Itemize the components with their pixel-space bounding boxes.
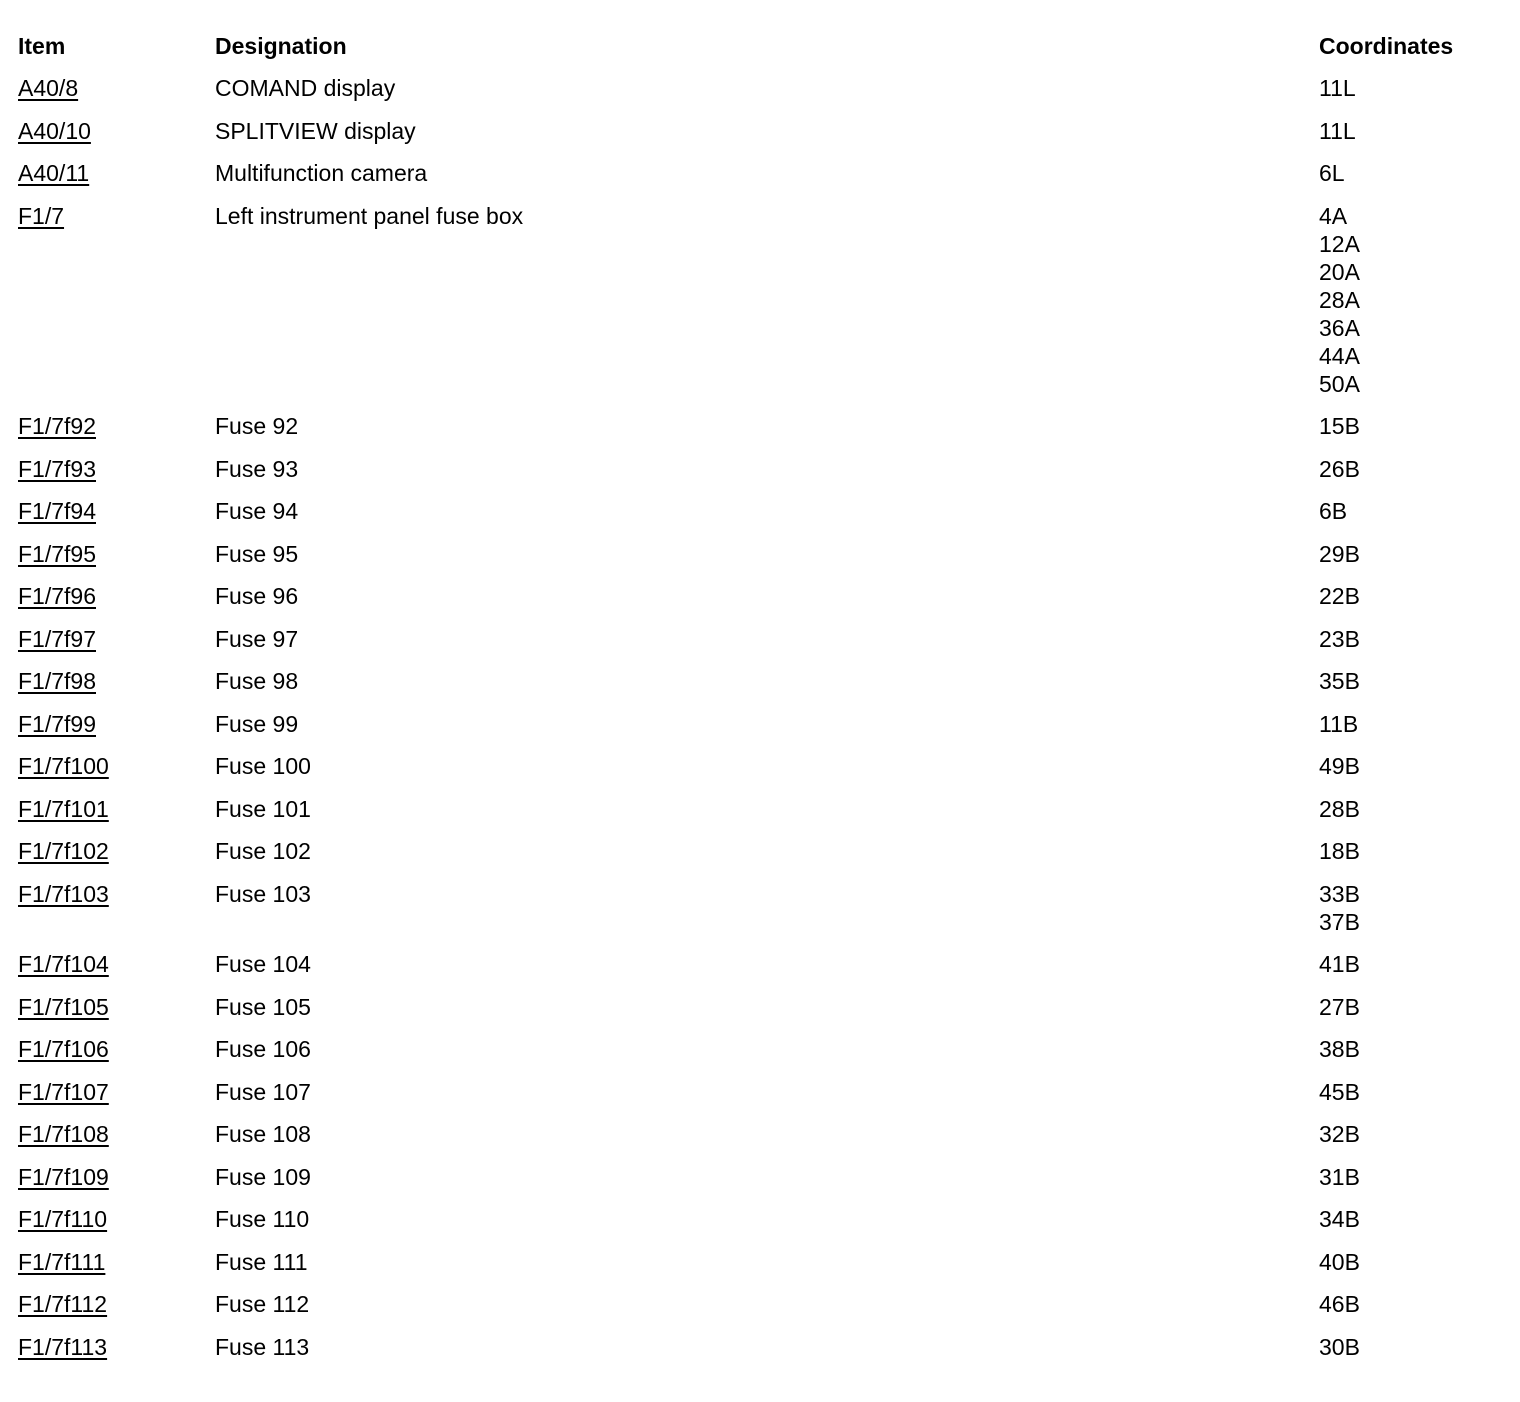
- table-row: [18, 1290, 1508, 1333]
- designation-cell: COMAND display: [215, 75, 396, 101]
- coordinates-cell: [1319, 1120, 1508, 1163]
- coordinates-cell: [1319, 117, 1508, 160]
- column-header-item: Item: [18, 33, 66, 59]
- coordinate-value: 38B: [1319, 1036, 1360, 1062]
- item-link[interactable]: F1/7f96: [18, 583, 96, 609]
- coordinate-value: 4A: [1319, 202, 1348, 229]
- coordinate-value: 28B: [1319, 795, 1360, 822]
- item-cell: [18, 1035, 215, 1078]
- coordinates-cell: [1319, 1248, 1508, 1291]
- item-cell: [18, 1333, 215, 1376]
- coordinate-value: 37B: [1319, 908, 1360, 935]
- item-link[interactable]: F1/7f94: [18, 498, 96, 524]
- table-row: [18, 950, 1508, 993]
- table-row: [18, 497, 1508, 540]
- table-row: [18, 540, 1508, 583]
- coordinates-cell: [1319, 710, 1508, 753]
- designation-cell: Fuse 93: [215, 455, 299, 482]
- table-row: [18, 455, 1508, 498]
- coordinate-value: 23B: [1319, 625, 1360, 652]
- column-header-designation: Designation: [215, 33, 347, 59]
- coordinates-cell: [1319, 455, 1508, 498]
- table-row: [18, 880, 1508, 951]
- coordinate-value: 36A: [1319, 314, 1360, 341]
- item-link[interactable]: F1/7f109: [18, 1163, 109, 1190]
- coordinates-cell: [1319, 880, 1508, 951]
- item-link[interactable]: F1/7f93: [18, 455, 96, 482]
- coordinate-value: 50A: [1319, 370, 1360, 397]
- item-link[interactable]: A40/10: [18, 117, 91, 144]
- coordinate-value: 49B: [1319, 753, 1360, 779]
- table-row: [18, 1120, 1508, 1163]
- item-link[interactable]: F1/7f108: [18, 1121, 109, 1147]
- item-link[interactable]: F1/7f92: [18, 413, 96, 439]
- item-cell: [18, 412, 215, 455]
- item-link[interactable]: F1/7f105: [18, 993, 109, 1020]
- coordinate-value: 30B: [1319, 1333, 1360, 1360]
- table-row: [18, 1333, 1508, 1376]
- table-row: [18, 582, 1508, 625]
- coordinate-value: 15B: [1319, 413, 1360, 439]
- coordinate-value: 40B: [1319, 1248, 1360, 1275]
- item-cell: [18, 625, 215, 668]
- table-row: [18, 74, 1508, 117]
- item-cell: [18, 752, 215, 795]
- item-cell: [18, 540, 215, 583]
- item-link[interactable]: F1/7f97: [18, 625, 96, 652]
- item-link[interactable]: F1/7: [18, 202, 65, 229]
- item-link[interactable]: F1/7f107: [18, 1078, 109, 1105]
- item-cell: [18, 74, 215, 117]
- table-row: [18, 667, 1508, 710]
- table-row: [18, 1248, 1508, 1291]
- coordinates-cell: [1319, 202, 1508, 413]
- coordinate-value: 20A: [1319, 258, 1360, 285]
- table-row: [18, 117, 1508, 160]
- item-cell: [18, 1248, 215, 1291]
- designation-cell: Fuse 112: [215, 1291, 310, 1317]
- item-link[interactable]: F1/7f102: [18, 838, 109, 864]
- designation-cell: Fuse 104: [215, 951, 311, 977]
- designation-cell: Fuse 100: [215, 753, 311, 779]
- item-link[interactable]: F1/7f95: [18, 540, 96, 567]
- coordinate-value: 18B: [1319, 838, 1360, 864]
- table-row: [18, 837, 1508, 880]
- table-row: [18, 625, 1508, 668]
- column-header-coordinates: Coordinates: [1319, 33, 1454, 59]
- coordinates-cell: [1319, 1163, 1508, 1206]
- item-cell: [18, 667, 215, 710]
- coordinate-value: 31B: [1319, 1163, 1360, 1190]
- table-row: [18, 1035, 1508, 1078]
- coordinates-cell: [1319, 625, 1508, 668]
- coordinates-cell: [1319, 1035, 1508, 1078]
- item-link[interactable]: F1/7f112: [18, 1291, 108, 1317]
- coordinates-cell: [1319, 950, 1508, 993]
- designation-cell: Multifunction camera: [215, 160, 428, 186]
- designation-cell: Fuse 95: [215, 540, 299, 567]
- coordinate-value: 12A: [1319, 230, 1360, 257]
- item-link[interactable]: F1/7f104: [18, 951, 109, 977]
- header-row: [18, 32, 1508, 74]
- coordinate-value: 34B: [1319, 1206, 1360, 1232]
- coordinate-value: 46B: [1319, 1291, 1360, 1317]
- designation-cell: Fuse 99: [215, 710, 299, 737]
- item-cell: [18, 455, 215, 498]
- item-link[interactable]: F1/7f111: [18, 1248, 106, 1275]
- table-row: [18, 412, 1508, 455]
- coordinate-value: 11L: [1319, 117, 1356, 144]
- item-cell: [18, 950, 215, 993]
- coordinates-cell: [1319, 1078, 1508, 1121]
- item-cell: [18, 1078, 215, 1121]
- item-link[interactable]: F1/7f100: [18, 753, 109, 779]
- designation-cell: Fuse 96: [215, 583, 299, 609]
- designation-cell: Fuse 113: [215, 1333, 310, 1360]
- coordinate-value: 6L: [1319, 160, 1345, 186]
- designation-cell: Fuse 108: [215, 1121, 311, 1147]
- coordinate-value: 45B: [1319, 1078, 1360, 1105]
- item-cell: [18, 1120, 215, 1163]
- item-cell: [18, 497, 215, 540]
- table-row: [18, 202, 1508, 413]
- item-link[interactable]: F1/7f113: [18, 1333, 108, 1360]
- table-row: [18, 1205, 1508, 1248]
- designation-cell: Fuse 94: [215, 498, 299, 524]
- item-cell: [18, 1290, 215, 1333]
- item-cell: [18, 159, 215, 202]
- designation-cell: Fuse 107: [215, 1078, 311, 1105]
- item-link[interactable]: F1/7f101: [18, 795, 109, 822]
- item-cell: [18, 1163, 215, 1206]
- designation-cell: Fuse 106: [215, 1036, 311, 1062]
- table-row: [18, 795, 1508, 838]
- table-row: [18, 993, 1508, 1036]
- item-link[interactable]: F1/7f110: [18, 1206, 108, 1232]
- coordinate-value: 11B: [1319, 710, 1359, 737]
- item-link[interactable]: F1/7f103: [18, 880, 109, 907]
- coordinates-cell: [1319, 837, 1508, 880]
- item-cell: [18, 993, 215, 1036]
- table-body: [18, 74, 1508, 1375]
- item-cell: [18, 1205, 215, 1248]
- coordinates-cell: [1319, 752, 1508, 795]
- coordinate-value: 22B: [1319, 583, 1360, 609]
- coordinate-value: 26B: [1319, 455, 1360, 482]
- table-row: [18, 1163, 1508, 1206]
- coordinates-cell: [1319, 1205, 1508, 1248]
- coordinates-cell: [1319, 412, 1508, 455]
- coordinates-cell: [1319, 159, 1508, 202]
- coordinates-cell: [1319, 667, 1508, 710]
- designation-cell: Fuse 109: [215, 1163, 311, 1190]
- item-cell: [18, 117, 215, 160]
- item-cell: [18, 202, 215, 413]
- item-link[interactable]: F1/7f99: [18, 710, 96, 737]
- coordinate-value: 27B: [1319, 993, 1360, 1020]
- designation-cell: Fuse 103: [215, 880, 311, 907]
- coordinate-value: 33B: [1319, 880, 1360, 907]
- coordinates-cell: [1319, 74, 1508, 117]
- item-link[interactable]: A40/11: [18, 160, 90, 186]
- coordinates-cell: [1319, 540, 1508, 583]
- item-cell: [18, 880, 215, 951]
- item-link[interactable]: F1/7f106: [18, 1036, 109, 1062]
- coordinate-value: 44A: [1319, 342, 1360, 369]
- coordinate-value: 6B: [1319, 498, 1348, 524]
- coordinates-cell: [1319, 582, 1508, 625]
- item-cell: [18, 837, 215, 880]
- coordinate-value: 28A: [1319, 286, 1360, 313]
- coordinates-cell: [1319, 1333, 1508, 1376]
- coordinate-value: 35B: [1319, 668, 1360, 694]
- designation-cell: Fuse 97: [215, 625, 299, 652]
- table-row: [18, 159, 1508, 202]
- item-cell: [18, 795, 215, 838]
- designation-cell: Fuse 110: [215, 1206, 310, 1232]
- designation-cell: Fuse 101: [215, 795, 311, 822]
- designation-cell: Fuse 92: [215, 413, 299, 439]
- item-cell: [18, 710, 215, 753]
- table-row: [18, 710, 1508, 753]
- designation-cell: Fuse 111: [215, 1248, 308, 1275]
- table-row: [18, 1078, 1508, 1121]
- designation-cell: Fuse 105: [215, 993, 311, 1020]
- coordinate-value: 29B: [1319, 540, 1360, 567]
- table-row: [18, 752, 1508, 795]
- table-header: [18, 32, 1508, 74]
- item-cell: [18, 582, 215, 625]
- item-link[interactable]: A40/8: [18, 75, 79, 101]
- item-link[interactable]: F1/7f98: [18, 668, 96, 694]
- designation-cell: Fuse 102: [215, 838, 311, 864]
- coordinates-cell: [1319, 795, 1508, 838]
- coordinates-cell: [1319, 1290, 1508, 1333]
- designation-cell: SPLITVIEW display: [215, 117, 416, 144]
- designation-cell: Left instrument panel fuse box: [215, 202, 524, 229]
- coordinates-cell: [1319, 993, 1508, 1036]
- component-legend-table: [18, 32, 1508, 1375]
- coordinate-value: 32B: [1319, 1121, 1360, 1147]
- coordinate-value: 11L: [1319, 75, 1356, 101]
- designation-cell: Fuse 98: [215, 668, 299, 694]
- coordinate-value: 41B: [1319, 951, 1360, 977]
- coordinates-cell: [1319, 497, 1508, 540]
